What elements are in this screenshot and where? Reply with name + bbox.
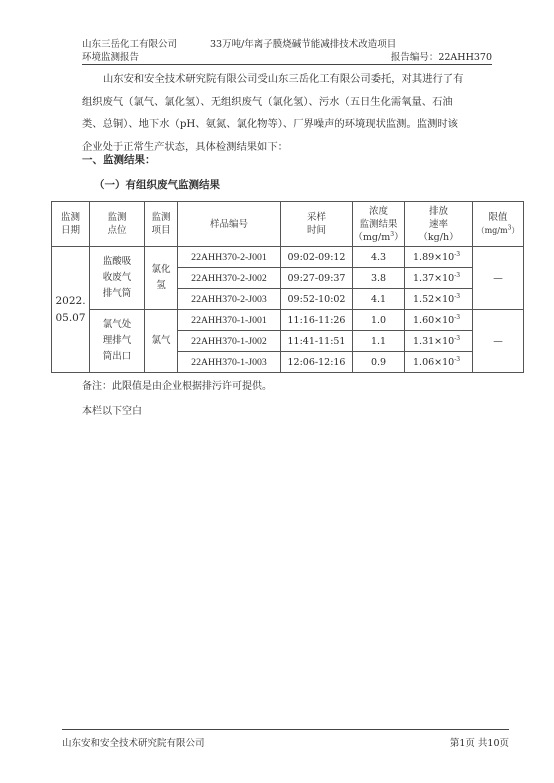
header-company: 山东三岳化工有限公司 <box>82 39 178 50</box>
results-table <box>51 201 524 373</box>
col-header-point: 监测 点位 <box>90 202 145 247</box>
cell-item: 氯化 氢 <box>145 247 178 310</box>
table-row <box>52 310 524 331</box>
cell-sample-no: 22AHH370-1-J001 <box>178 310 281 331</box>
page-header <box>82 38 492 64</box>
cell-time: 11:16-11:26 <box>281 310 353 331</box>
cell-time: 11:41-11:51 <box>281 331 353 352</box>
header-report-number: 报告编号：22AHH370 <box>390 52 492 63</box>
cell-rate: $1.52\times 10^{-3}$ <box>405 289 473 310</box>
cell-point: 监酸吸 收废气 排气筒 <box>90 247 145 310</box>
cell-rate: $1.31\times 10^{-3}$ <box>405 331 473 352</box>
cell-limit: — <box>473 310 524 373</box>
cell-sample-no: 22AHH370-2-J001 <box>178 247 281 268</box>
cell-date: 2022. 05.07 <box>52 247 90 373</box>
cell-concentration: 3.8 <box>353 268 405 289</box>
header-divider <box>82 64 492 65</box>
col-header-time: 采样 时间 <box>281 202 353 247</box>
blank-below-note: 本栏以下空白 <box>82 406 142 417</box>
col-header-rate: 排放 速率 （kg/h） <box>405 202 473 247</box>
footer-page-number: 第1页 共10页 <box>449 738 509 749</box>
intro-paragraph <box>82 68 494 158</box>
cell-point: 氯气处 理排气 筒出口 <box>90 310 145 373</box>
header-project: 33万吨/年离子膜烧碱节能减排技术改造项目 <box>210 39 397 50</box>
cell-rate: $1.89\times 10^{-3}$ <box>405 247 473 268</box>
cell-sample-no: 22AHH370-1-J003 <box>178 352 281 373</box>
cell-rate: $1.60\times 10^{-3}$ <box>405 310 473 331</box>
footer-divider <box>62 729 509 730</box>
cell-time: 09:02-09:12 <box>281 247 353 268</box>
cell-sample-no: 22AHH370-2-J002 <box>178 268 281 289</box>
cell-time: 09:52-10:02 <box>281 289 353 310</box>
header-report-type: 环境监测报告 <box>82 52 140 63</box>
subsection-heading-organized-gas: （一）有组织废气监测结果 <box>94 179 220 191</box>
cell-item: 氯气 <box>145 310 178 373</box>
intro-line: 山东安和安全技术研究院有限公司受山东三岳化工有限公司委托，对其进行了有 <box>103 73 464 85</box>
col-header-concentration: 浓度 监测结果 $(mg/m^3)$ <box>353 202 405 247</box>
cell-concentration: 4.1 <box>353 289 405 310</box>
footer-company: 山东安和安全技术研究院有限公司 <box>62 738 205 749</box>
table-header-row <box>52 202 524 247</box>
cell-limit: — <box>473 247 524 310</box>
intro-line: 类、总铜）、地下水（pH、氨氮、氯化物等）、厂界噪声的环境现状监测。监测时该 <box>82 118 458 130</box>
cell-rate: $1.37\times 10^{-3}$ <box>405 268 473 289</box>
cell-time: 12:06-12:16 <box>281 352 353 373</box>
col-header-item: 监测 项目 <box>145 202 178 247</box>
col-header-date: 监测 日期 <box>52 202 90 247</box>
table-note: 备注：此限值是由企业根据排污许可提供。 <box>82 381 272 392</box>
page-footer <box>62 735 509 749</box>
cell-sample-no: 22AHH370-2-J003 <box>178 289 281 310</box>
cell-concentration: 1.0 <box>353 310 405 331</box>
cell-concentration: 1.1 <box>353 331 405 352</box>
section-heading-results: 一、监测结果： <box>82 154 156 166</box>
cell-sample-no: 22AHH370-1-J002 <box>178 331 281 352</box>
cell-time: 09:27-09:37 <box>281 268 353 289</box>
cell-concentration: 4.3 <box>353 247 405 268</box>
cell-concentration: 0.9 <box>353 352 405 373</box>
table-row <box>52 247 524 268</box>
intro-line: 组织废气（氯气、氯化氢）、无组织废气（氯化氢）、污水（五日生化需氧量、石油 <box>82 95 453 108</box>
col-header-limit: 限值 $(mg/m^3)$ <box>473 202 524 247</box>
col-header-sample-no: 样品编号 <box>178 202 281 247</box>
intro-line: 企业处于正常生产状态，具体检测结果如下： <box>82 140 288 153</box>
cell-rate: $1.06\times 10^{-3}$ <box>405 352 473 373</box>
